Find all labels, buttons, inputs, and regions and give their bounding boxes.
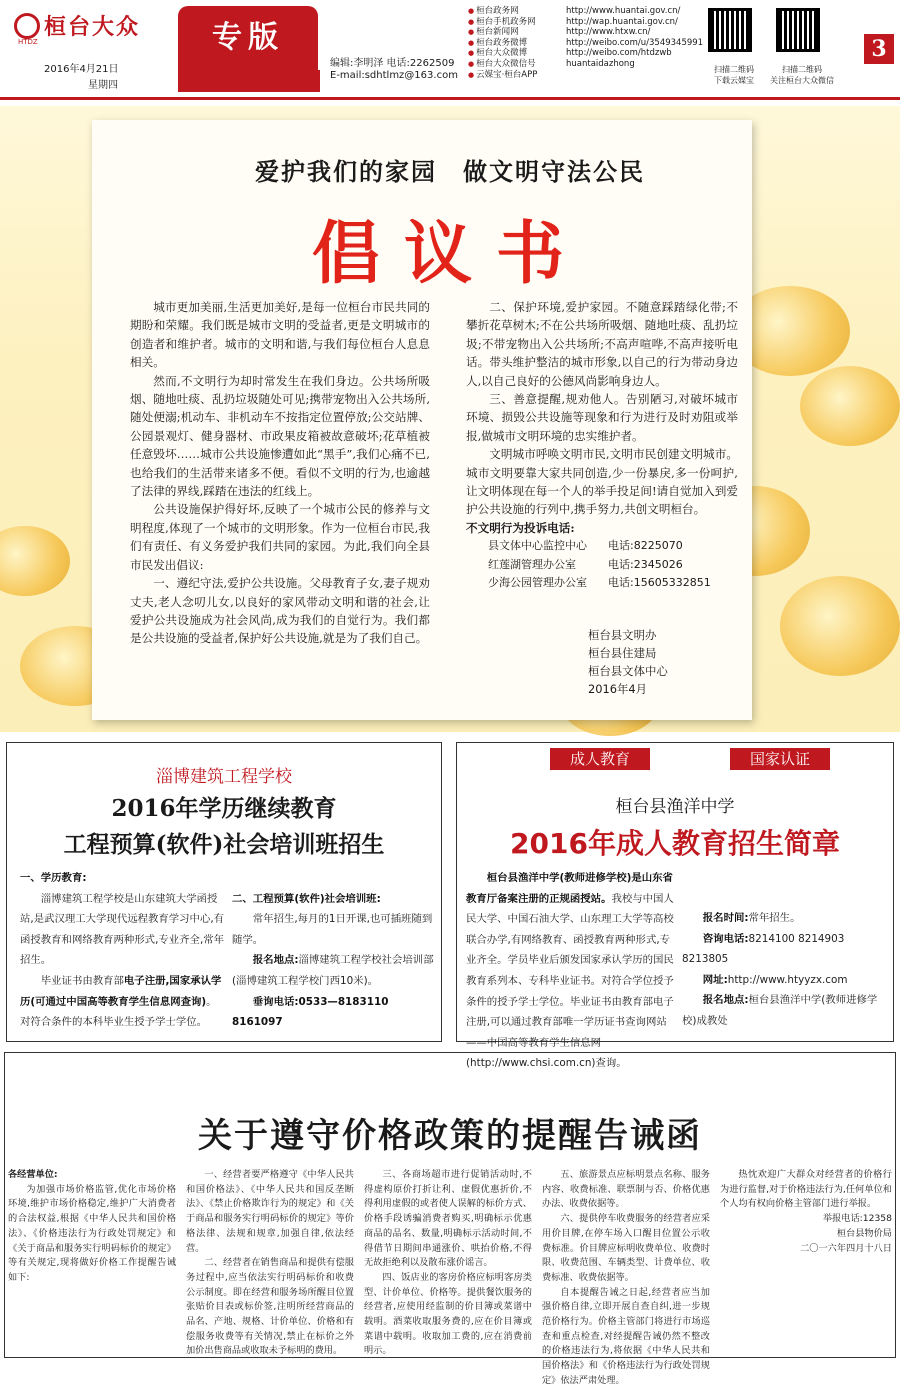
ad-address: 淄博建筑工程学校社会培训部(淄博建筑工程学校门西10米)。 [232, 954, 434, 987]
ad-title: 工程预算(软件)社会培训班招生 [63, 831, 385, 858]
proposal-signers [588, 626, 668, 698]
signer: 桓台县文体中心 [588, 664, 668, 678]
media-name: ● 桓台政务微博 [468, 38, 566, 49]
contact-org: 县文体中心监控中心 [488, 539, 587, 553]
proposal-paragraph: 然而,不文明行为却时常发生在我们身边。公共场所吸烟、随地吐痰、乱扔垃圾随处可见;携带宠物出入公共场所,随处便溺;机动车、非机动车不按指定位置停放;公交站牌、公园景观灯、健身器材、市政果皮箱被故意破坏;花草植被任意毁坏……城市公共设施惨遭如此“黑手”,我们心痛不已,也给我们的生活带来诸多不便。看似不文明的行为,也逾越了法律的界线,踩踏在违法的红线上。 [130, 373, 430, 499]
media-url[interactable]: http://weibo.com/htdzwb [566, 48, 672, 59]
ad-label: 网址: [702, 973, 728, 986]
media-row [468, 27, 703, 38]
section-tab: 专版 [178, 6, 318, 72]
ad-text-part: 毕业证书由教育部 [40, 974, 124, 987]
ad-text [682, 970, 890, 991]
national-cert-tag: 国家认证 [730, 748, 830, 770]
ad-intro: 我校与中国人民大学、中国石油大学、山东理工大学等高校联合办学,有网络教育、函授教育两种形式,专业齐全。学员毕业后颁发国家承认学历的国民教育系列本、专科毕业证书。对符合学位授予条件的授予学士学位。毕业证书由教育部电子注册,可以通过教育部唯一学历证书查询网站——中国高等教育学生信息网(http://www.chsi.com.cn)查询。 [466, 892, 674, 1070]
contact-phone: 电话:15605332851 [608, 576, 711, 590]
media-url[interactable]: http://www.htxw.cn/ [566, 27, 651, 38]
ad-details [682, 908, 890, 1032]
ad-title: 2016年成人教育招生简章 [510, 827, 840, 860]
ad-phone: 0533—8183110 8161097 [232, 995, 399, 1029]
ad-text: 常年招生,每月的1日开课,也可插班随到随学。 [232, 913, 433, 946]
ad-label: 报名时间: [702, 912, 749, 924]
ad-label: 报名地点: [252, 954, 299, 967]
ad-column [232, 868, 436, 1033]
ad-section-title: 二、工程预算(软件)社会培训班: [232, 892, 381, 905]
newspaper-logo [14, 10, 140, 41]
adult-education-tag: 成人教育 [550, 748, 650, 770]
contact-org: 少海公园管理办公室 [488, 576, 587, 590]
price-letter-column [720, 1168, 892, 1256]
media-url[interactable]: http://wap.huantai.gov.cn/ [566, 16, 678, 27]
ad-column [20, 868, 226, 1033]
contact-row [466, 537, 738, 556]
proposal-paragraph: 一、遵纪守法,爱护公共设施。父母教育子女,妻子规劝丈夫,老人念叨儿女,以良好的家风带动文明和谐的社会,让爱护公共设施成为社会风尚,成为我们的自觉行为。我们都是公共设施的受益者,保护好公共设施,就是为了我们自己。 [130, 576, 430, 646]
ad-text [232, 950, 436, 991]
proposal-headline: 爱护我们的家园 做文明守法公民 [255, 157, 645, 186]
media-row [468, 17, 703, 28]
price-letter-column [8, 1168, 176, 1286]
flower-decoration [800, 366, 900, 446]
publish-date: 2016年4月21日 [44, 64, 119, 75]
proposal-left-column [130, 298, 430, 648]
section-bar [178, 70, 320, 92]
price-letter-column [364, 1168, 532, 1359]
price-paragraph: 为加强市场价格监管,优化市场价格环境,维护市场价格稳定,维护广大消费者的合法权益,根据《中华人民共和国价格法》、《价格违法行为行政处罚规定》和《关于商品和服务实行明码标价的规定》等有关规定,现将做好价格工作提醒告诫如下: [8, 1183, 176, 1283]
price-paragraph: 一、经营者要严格遵守《中华人民共和国价格法》、《中华人民共和国反垄断法》、《禁止价格欺诈行为的规定》和《关于商品和服务实行明码标价的规定》等价格法律、法规和规章,加强自律,依法经营。 [186, 1169, 354, 1254]
price-date: 二〇一六年四月十八日 [800, 1242, 892, 1254]
ad-website[interactable]: http://www.htyyzx.com [727, 973, 848, 986]
contact-org: 红莲湖管理办公室 [488, 557, 576, 571]
media-list [468, 6, 703, 80]
media-url[interactable]: http://weibo.com/u/3549345991 [566, 37, 704, 48]
proposal-title: 倡议书 [311, 214, 588, 294]
flower-decoration [0, 526, 70, 596]
ad-text-part: 。对符合条件的本科毕业生授予学士学位。 [20, 995, 217, 1029]
contact-phone: 电话:2345026 [608, 557, 683, 571]
ad-text: 淄博建筑工程学校是山东建筑大学函授站,是武汉理工大学现代远程教育学习中心,有函授教育和网络教育两种形式,专业齐全,常年招生。 [20, 892, 225, 967]
contact-row [466, 574, 738, 593]
media-name: ● 桓台大众微信号 [468, 59, 566, 70]
signer: 桓台县住建局 [588, 646, 657, 660]
media-name: ● 桓台新闻网 [468, 27, 566, 38]
ad-label: 垂询电话: [252, 995, 299, 1008]
logo-subtext: HTDZ [18, 38, 38, 46]
proposal-paragraph: 城市更加美丽,生活更加美好,是每一位桓台市民共同的期盼和荣耀。我们既是城市文明的受益者,更是文明城市的创造者和维护者。城市的文明和谐,与我们每位桓台人息息相关。 [130, 300, 430, 370]
signer: 桓台县文明办 [588, 628, 657, 642]
price-letter-column [186, 1168, 354, 1359]
media-row [468, 38, 703, 49]
ad-text [682, 929, 890, 970]
qr-caption-line: 扫描二维码 [714, 65, 754, 74]
proposal-paragraph: 公共设施保护得好坏,反映了一个城市公民的修养与文明程度,体现了一个城市的文明形象。作为一位桓台市民,我们有责任、有义务爱护我们共同的家园。为此,我们向全县市民发出倡议: [130, 502, 430, 572]
media-name: ● 云媒宝·桓台APP [468, 70, 566, 81]
ad-label: 咨询电话: [702, 932, 749, 945]
contact-phone: 电话:8225070 [608, 539, 683, 553]
media-url[interactable]: http://www.huantai.gov.cn/ [566, 6, 681, 16]
proposal-paragraph: 三、善意提醒,规劝他人。告别陋习,对破坏城市环境、损毁公共设施等现象和行为进行及时劝阻或举报,做城市文明环境的忠实维护者。 [466, 392, 738, 443]
ad-highlight: 电子注册,国家承认学历(可通过中国高等教育学生信息网查询) [20, 974, 222, 1008]
ad-text [466, 868, 676, 1074]
price-paragraph: 六、提供停车收费服务的经营者应采用价目牌,在停车场入口醒目位置公示收费标准。价目牌应标明收费单位、收费时限、收费范围、车辆类型、计费单位、收费标准、收费依据等。 [542, 1213, 710, 1283]
logo-emblem-icon [14, 13, 40, 39]
proposal-paragraph: 文明城市呼唤文明市民,文明市民创建文明城市。城市文明要靠大家共同创造,少一份暴戾,多一份呵护,让文明体现在每一个人的举手投足间!请自觉加入到爱护公共设施的行列中,携手努力,共创文明桓台。 [466, 447, 738, 517]
qr-caption [770, 64, 834, 86]
masthead [0, 0, 900, 100]
page-number: 3 [864, 34, 894, 64]
ad-school-name: 淄博建筑工程学校 [156, 767, 292, 787]
media-row [468, 6, 703, 17]
signer-date: 2016年4月 [588, 682, 648, 696]
media-name: ● 桓台政务网 [468, 6, 566, 17]
ad-school-name: 桓台县渔洋中学 [615, 797, 735, 817]
price-paragraph: 五、旅游景点应标明景点名称、服务内容、收费标准、联票制与否、价格优惠办法、收费依据等。 [542, 1169, 710, 1210]
header-divider [0, 97, 900, 100]
price-signer: 桓台县物价局 [836, 1227, 892, 1239]
ad-address: 桓台县渔洋中学(教师进修学校)成教处 [682, 994, 878, 1027]
qr-code-icon[interactable] [708, 8, 752, 52]
price-paragraph: 四、饭店业的客房价格应标明客房类型、计价单位、价格等。提供餐饮服务的经营者,应使用经监制的价目簿或菜谱中载明。酒菜收取服务费的,应在价目簿或菜谱中载明。收取加工费的,应在消费前明示。 [364, 1271, 532, 1357]
price-paragraph: 二、经营者在销售商品和提供有偿服务过程中,应当依法实行明码标价和收费公示制度。即在经营和服务场所醒目位置张贴价目表或标价签,注明所经营商品的品名、产地、规格、计价单位、价格和有偿服务收费等有关情况,禁止在标价之外加价出售商品或收取未予标明的费用。 [186, 1257, 354, 1357]
qr-code-icon[interactable] [776, 8, 820, 52]
editor-email: E-mail:sdhtlmz@163.com [330, 70, 458, 81]
ad-text [20, 971, 226, 1033]
ad-text [232, 992, 436, 1033]
ad-column [466, 868, 676, 1074]
complaint-title: 不文明行为投诉电话: [466, 520, 575, 535]
price-letter-title: 关于遵守价格政策的提醒告诫函 [198, 1116, 702, 1156]
contact-row [466, 556, 738, 575]
media-url: huantaidazhong [566, 58, 635, 69]
price-letter-column [542, 1168, 710, 1389]
media-row [468, 59, 703, 70]
proposal-right-column [466, 298, 738, 593]
ad-label: 报名地点: [702, 994, 749, 1007]
weekday: 星期四 [88, 80, 118, 91]
proposal-paragraph: 二、保护环境,爱护家园。不随意踩踏绿化带;不攀折花草树木;不在公共场所吸烟、随地吐痰、乱扔垃圾;不带宠物出入公共场所;不高声喧哗,不高声接听电话。带头维护整洁的城市形象,以自己的行为带动身边人,以自己良好的公德风尚影响身边人。 [466, 300, 738, 388]
media-row [468, 70, 703, 81]
ad-time: 常年招生。 [748, 912, 801, 924]
price-greeting: 各经营单位: [8, 1169, 58, 1180]
qr-caption-line: 下载云媒宝 [714, 76, 754, 85]
ad-intro-bold: 桓台县渔洋中学(教师进修学校)是山东省教育厅备案注册的正规函授站。 [466, 872, 673, 905]
ad-phone: 8214100 8214903 8213805 [682, 932, 845, 966]
ad-section-title: 一、学历教育: [20, 872, 87, 884]
price-paragraph: 自本提醒告诫之日起,经营者应当加强价格自律,立即开展自查自纠,进一步规范价格行为。价格主管部门将进行市场巡查和重点检查,对经提醒告诫仍然不整改的价格违法行为,将依据《中华人民共和国价格法》和《价格违法行为行政处罚规定》依法严肃处理。 [542, 1286, 710, 1386]
editor-info: 编辑:李明泽 电话:2262509 [330, 58, 455, 69]
ad-text [682, 990, 890, 1031]
logo-text: 桓台大众 [44, 14, 141, 40]
flower-decoration [780, 576, 900, 676]
qr-caption-line: 扫描二维码 [782, 65, 822, 74]
qr-caption-line: 关注桓台大众微信 [770, 76, 834, 85]
media-name: ● 桓台大众微博 [468, 48, 566, 59]
ad-text [682, 908, 890, 929]
qr-caption [704, 64, 764, 86]
media-name: ● 桓台手机政务网 [468, 17, 566, 28]
ad-title: 2016年学历继续教育 [111, 795, 337, 822]
report-phone: 举报电话:12358 [822, 1213, 892, 1225]
price-paragraph: 三、各商场超市进行促销活动时,不得虚构原价打折让利、虚假优惠折价,不得利用虚假的或者使人误解的标价方式、价格手段诱骗消费者购买,明确标示优惠商品的品名、数量,明确标示活动时间,不得借节日期间串通涨价、哄抬价格,不得无故拒绝利以及散布涨价谣言。 [364, 1169, 532, 1269]
price-paragraph: 热忱欢迎广大群众对经营者的价格行为进行监督,对于价格违法行为,任何单位和个人均有权向价格主管部门进行举报。 [720, 1169, 892, 1210]
media-row [468, 48, 703, 59]
